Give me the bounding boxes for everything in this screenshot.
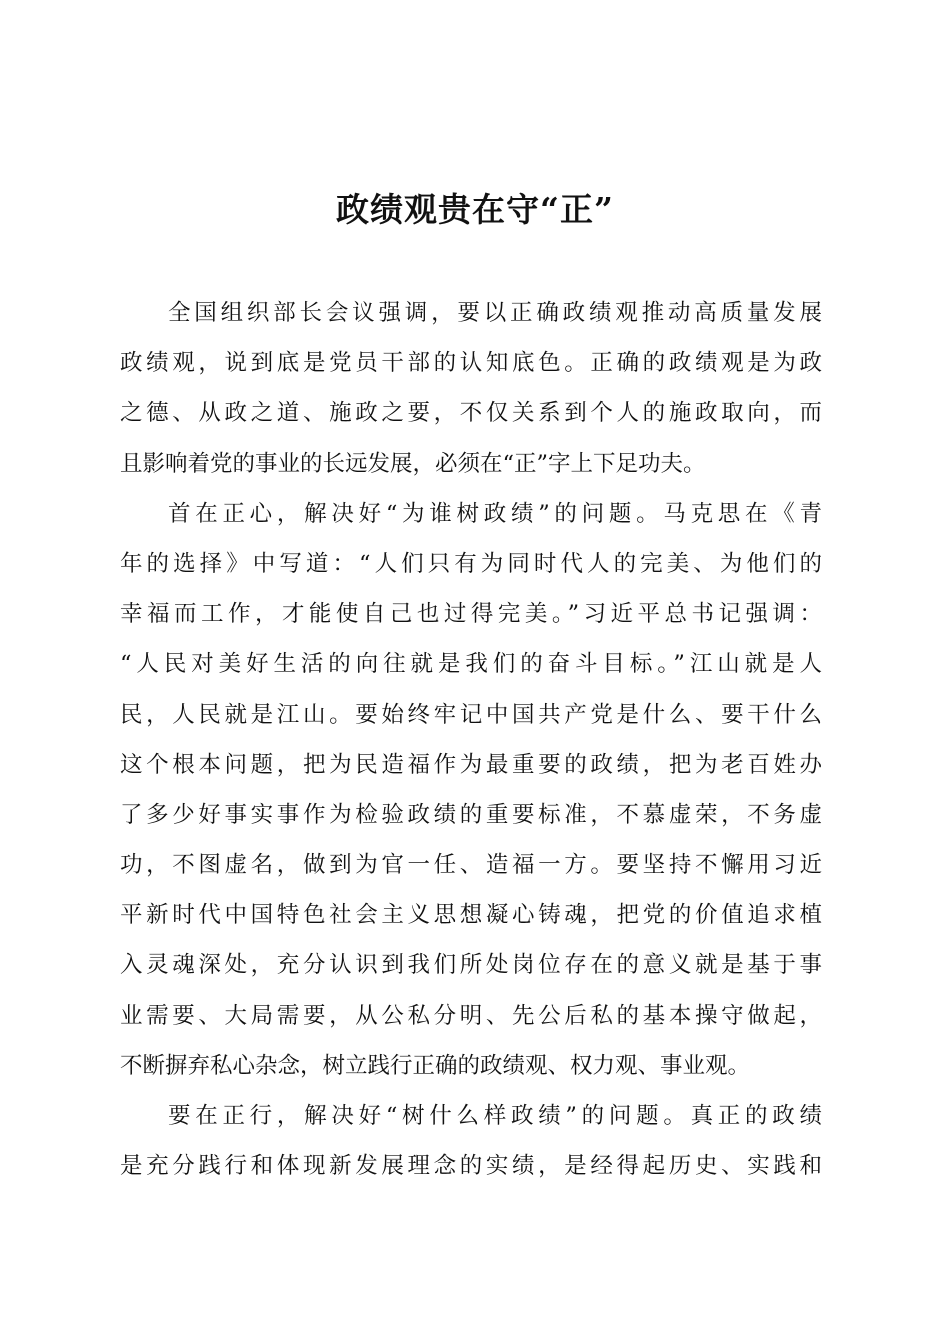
text-line: 不断摒弃私心杂念，树立践行正确的政绩观、权力观、事业观。 [120,1052,751,1079]
text-line: 全国组织部长会议强调，要以正确政绩观推动高质量发展 [168,300,822,326]
text-line: 且影响着党的事业的长远发展，必须在“正”字上下足功夫。 [120,450,706,477]
text-line: 政绩观，说到底是党员干部的认知底色。正确的政绩观是为政 [120,350,822,377]
document-title: 政绩观贵在守“正” [336,190,614,229]
text-line: 要在正行，解决好“树什么样政绩”的问题。真正的政绩 [168,1103,822,1129]
text-line: 业需要、大局需要，从公私分明、先公后私的基本操守做起， [120,1002,822,1029]
text-line: “人民对美好生活的向往就是我们的奋斗目标。”江山就是人 [120,651,822,678]
text-line: 平新时代中国特色社会主义思想凝心铸魂，把党的价值追求植 [120,902,822,929]
text-line: 首在正心，解决好“为谁树政绩”的问题。马克思在《青 [168,500,822,527]
text-line: 这个根本问题，把为民造福作为最重要的政绩，把为老百姓办 [120,751,822,778]
text-line: 之德、从政之道、施政之要，不仅关系到个人的施政取向，而 [120,400,822,427]
text-line: 是充分践行和体现新发展理念的实绩，是经得起历史、实践和 [120,1153,822,1180]
text-line: 了多少好事实事作为检验政绩的重要标准，不慕虚荣，不务虚 [120,801,822,828]
text-line: 功，不图虚名，做到为官一任、造福一方。要坚持不懈用习近 [120,852,822,879]
text-line: 入灵魂深处，充分认识到我们所处岗位存在的意义就是基于事 [120,952,822,979]
document-body [120,288,822,1191]
text-line: 民，人民就是江山。要始终牢记中国共产党是什么、要干什么 [120,701,822,728]
text-line: 年的选择》中写道：“人们只有为同时代人的完美、为他们的 [120,550,822,577]
text-line: 幸福而工作，才能使自己也过得完美。”习近平总书记强调： [120,601,822,628]
